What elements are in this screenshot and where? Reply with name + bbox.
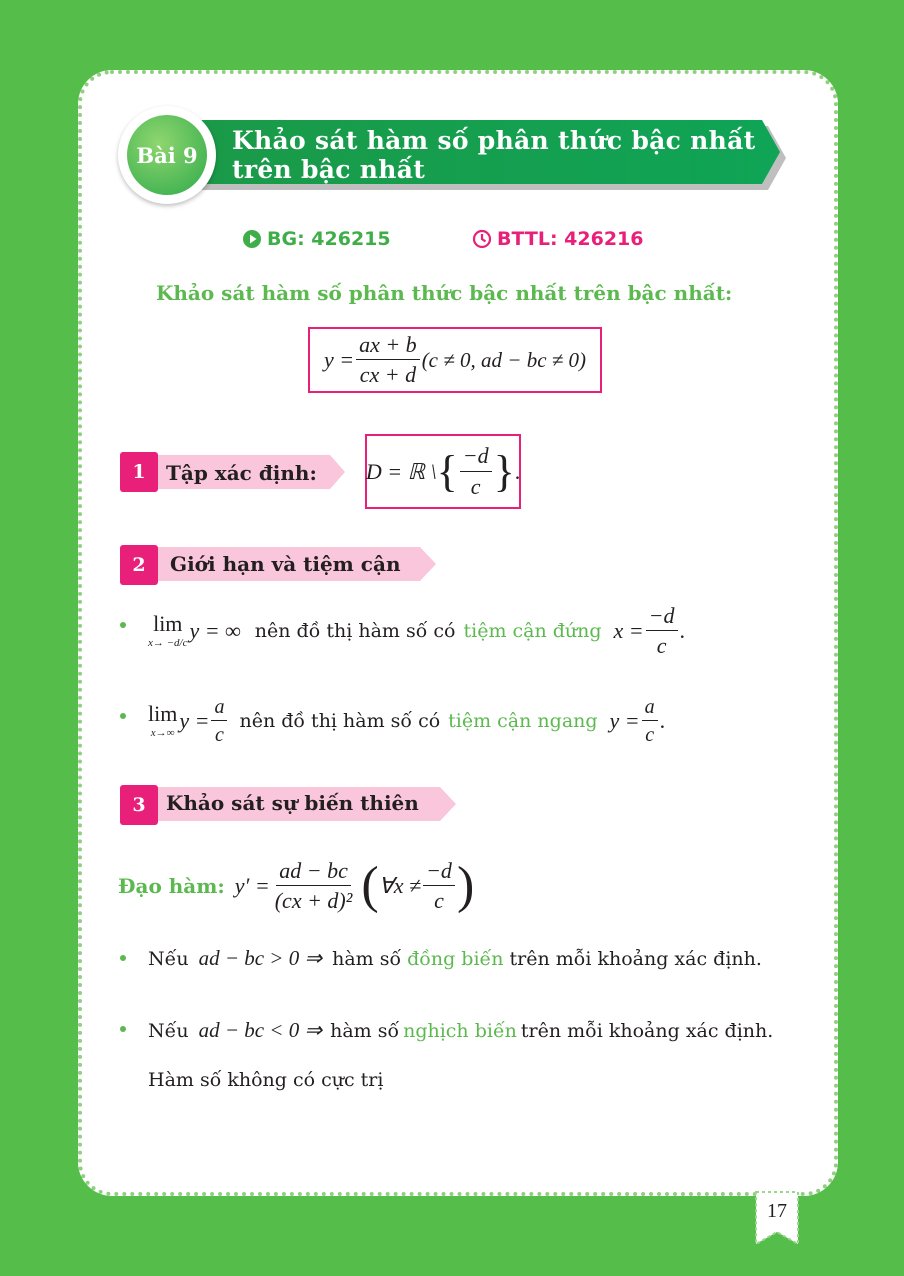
derivative-line [118, 852, 474, 920]
lesson-title-line2: trên bậc nhất [232, 155, 426, 184]
horizontal-fraction [642, 696, 658, 746]
decreasing-term: nghịch biến [403, 1020, 517, 1042]
case2-post: trên mỗi khoảng xác định. [520, 1020, 774, 1042]
forall-denominator: c [434, 888, 444, 913]
lim-word: lim [153, 611, 183, 636]
section2-title: Giới hạn và tiệm cận [170, 552, 401, 576]
domain-lhs: D = ℝ \ [365, 458, 437, 484]
formula-condition: (c ≠ 0, ad − bc ≠ 0) [421, 347, 587, 372]
clock-icon [472, 229, 492, 249]
derivative-fraction [272, 859, 356, 913]
vertical-numerator: −d [646, 604, 678, 631]
horizontal-denominator: c [645, 724, 655, 746]
horizontal-eq-lhs: y = [609, 708, 640, 733]
limit-fraction [211, 696, 227, 746]
limit-numerator: a [211, 696, 227, 721]
horizontal-text: nên đồ thị hàm số có [239, 710, 441, 732]
section3-number: 3 [120, 785, 158, 825]
bg-code[interactable] [242, 228, 391, 250]
page-number: 17 [767, 1200, 787, 1222]
derivative-numerator: ad − bc [276, 859, 351, 886]
bullet [120, 713, 126, 719]
increasing-case [148, 946, 762, 971]
formula-lhs: y = [323, 347, 355, 372]
horizontal-asymptote-term: tiệm cận ngang [448, 710, 598, 732]
intro-heading: Khảo sát hàm số phân thức bậc nhất trên bậc nhất: [156, 281, 733, 305]
formula-numerator: ax + b [356, 333, 420, 360]
main-formula-box [308, 327, 602, 393]
no-extrema-note: Hàm số không có cực trị [148, 1069, 384, 1091]
derivative-label: Đạo hàm: [118, 874, 225, 898]
vertical-denominator: c [656, 633, 667, 658]
vertical-text: nên đồ thị hàm số có [254, 620, 456, 642]
horizontal-end: . [659, 708, 666, 733]
limit-vertical [148, 613, 188, 649]
limit-expr: y = [179, 708, 210, 733]
case2-mid: hàm số [330, 1020, 400, 1042]
section2-number: 2 [120, 545, 158, 585]
horizontal-asymptote-line [148, 690, 665, 752]
case1-condition: ad − bc > 0 ⇒ [198, 946, 323, 970]
case2-condition: ad − bc < 0 ⇒ [198, 1018, 323, 1042]
domain-numerator: −d [460, 444, 492, 471]
forall-numerator: −d [423, 859, 455, 886]
increasing-term: đồng biến [407, 948, 504, 970]
vertical-fraction [646, 604, 678, 658]
section1-title: Tập xác định: [166, 461, 317, 485]
limit-horizontal [148, 703, 177, 739]
limit-expr: y = ∞ [189, 618, 241, 643]
paren-close: ) [456, 857, 475, 914]
lesson-title [232, 126, 755, 184]
lesson-title-line1: Khảo sát hàm số phân thức bậc nhất [232, 126, 756, 155]
vertical-end: . [679, 618, 686, 643]
lesson-badge: Bài 9 [127, 115, 207, 195]
domain-denominator: c [470, 473, 481, 499]
domain-fraction [460, 444, 492, 498]
brace-open: { [436, 446, 458, 496]
case1-post: trên mỗi khoảng xác định. [509, 948, 762, 970]
domain-formula-box [365, 434, 521, 509]
case1-mid: hàm số [332, 948, 402, 970]
formula-denominator: cx + d [359, 362, 417, 387]
bttl-code[interactable] [472, 228, 643, 250]
limit-denominator: c [215, 724, 224, 746]
paren-open: ( [361, 857, 379, 914]
vertical-asymptote-line [148, 600, 685, 662]
bullet [120, 622, 126, 628]
horizontal-numerator: a [642, 696, 658, 721]
forall-fraction [423, 859, 455, 913]
forall-expr: ∀x ≠ [378, 873, 422, 898]
play-icon [242, 229, 262, 249]
vertical-eq-lhs: x = [613, 618, 644, 643]
section1-number: 1 [120, 452, 158, 492]
formula-fraction [356, 333, 420, 387]
domain-end: . [514, 458, 521, 484]
brace-close: } [493, 446, 515, 496]
lim-word: lim [148, 701, 178, 726]
vertical-asymptote-term: tiệm cận đứng [463, 620, 602, 642]
bullet [120, 1026, 126, 1032]
bullet [120, 955, 126, 961]
decreasing-case [148, 1018, 773, 1043]
lim-subscript: x→ −d/c [148, 637, 188, 649]
case1-pre: Nếu [148, 948, 189, 970]
bg-code-label: BG: 426215 [267, 228, 391, 250]
section3-title: Khảo sát sự biến thiên [166, 791, 419, 815]
case2-pre: Nếu [148, 1020, 189, 1042]
bttl-code-label: BTTL: 426216 [497, 228, 644, 250]
derivative-denominator: (cx + d)² [274, 888, 353, 913]
derivative-lhs: y′ = [234, 873, 270, 898]
lim-subscript: x→∞ [150, 727, 175, 739]
